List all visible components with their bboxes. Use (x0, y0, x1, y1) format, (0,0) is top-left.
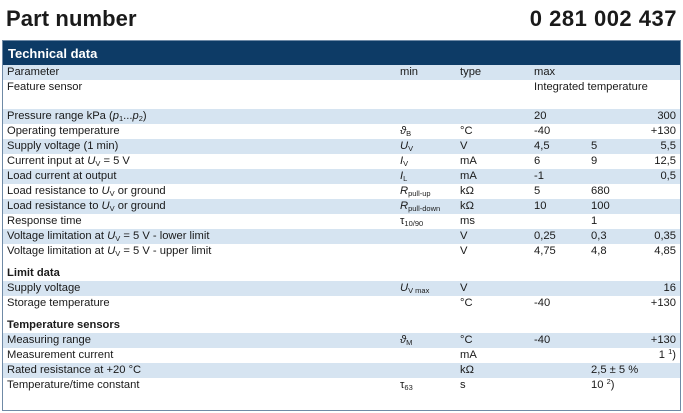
row-name: Measurement current (7, 349, 114, 361)
row-name: Voltage limitation at $U_V = 5$ V - upper limit (7, 245, 212, 258)
column-max: max (534, 66, 556, 78)
spec-table (3, 65, 680, 393)
row-unit: °C (460, 297, 473, 309)
row-name: Response time (7, 215, 82, 227)
row-max: 0,35 (654, 230, 676, 242)
row-symbol: $ϑ_M$ (400, 334, 413, 347)
row-unit: V (460, 282, 468, 294)
row-max: +130 (650, 297, 676, 309)
row-unit: V (460, 230, 468, 242)
row-max: 4,85 (654, 245, 676, 257)
row-typ: 100 (591, 200, 610, 212)
row-name: Voltage limitation at $U_V = 5$ V - lower limit (7, 230, 210, 243)
row-name: Rated resistance at +20 °C (7, 364, 142, 376)
table-row-limit-supply-voltage (3, 281, 680, 296)
row-name: Measuring range (7, 334, 91, 346)
row-min: 0,25 (534, 230, 556, 242)
row-max: 5,5 (660, 140, 676, 152)
row-unit: s (460, 379, 466, 391)
row-unit: kΩ (460, 364, 474, 376)
technical-data-sheet (2, 40, 681, 411)
column-header-row (3, 65, 680, 80)
row-max: 0,5 (660, 170, 676, 182)
row-name: Operating temperature (7, 125, 120, 137)
row-min: -1 (534, 170, 544, 182)
row-unit: kΩ (460, 185, 474, 197)
row-symbol: $\tau_{63}$ (400, 379, 413, 392)
column-type: type (460, 66, 482, 78)
row-unit: V (460, 140, 468, 152)
row-unit: ms (460, 215, 475, 227)
row-typ: 0,3 (591, 230, 607, 242)
table-row-pressure-range (3, 109, 680, 124)
row-unit: V (460, 245, 468, 257)
row-min: 5 (534, 185, 541, 197)
row-min: -40 (534, 297, 551, 309)
row-name: Feature sensor (7, 81, 83, 93)
part-number-bar (0, 0, 683, 38)
row-typ: 2,5 ± 5 % (591, 364, 639, 376)
row-max: +130 (650, 334, 676, 346)
column-parameter: Parameter (7, 66, 60, 78)
row-name: Supply voltage (7, 282, 81, 294)
row-typ: 680 (591, 185, 610, 197)
row-name: Temperature/time constant (7, 379, 140, 391)
section-spacer (3, 311, 680, 318)
row-unit: °C (460, 125, 473, 137)
row-symbol: $R_{pull-down}$ (400, 200, 441, 213)
row-symbol: $I_L$ (400, 170, 408, 183)
table-row-supply-voltage (3, 139, 680, 154)
row-name: Load resistance to $U_V$ or ground (7, 185, 166, 198)
row-name: Load current at output (7, 170, 117, 182)
table-row-current-input (3, 154, 680, 169)
table-row-voltage-limit-upper (3, 244, 680, 259)
row-symbol: $R_{pull-up}$ (400, 185, 431, 198)
row-name: Current input at $U_V = 5$ V (7, 155, 130, 168)
row-value: Integrated temperature (534, 81, 648, 93)
row-min: 4,5 (534, 140, 550, 152)
table-row-storage-temperature (3, 296, 680, 311)
row-max: 1 $^1$) (658, 347, 676, 361)
row-typ: 4,8 (591, 245, 607, 257)
row-max: 16 (663, 282, 676, 294)
row-min: -40 (534, 334, 551, 346)
row-name: Pressure range kPa $(p_1...p_2)$ (7, 110, 147, 123)
table-row-voltage-limit-lower (3, 229, 680, 244)
row-min: 20 (534, 110, 547, 122)
row-name: Supply voltage (1 min) (7, 140, 119, 152)
row-unit: mA (460, 155, 477, 167)
section-spacer (3, 259, 680, 266)
column-min: min (400, 66, 419, 78)
row-symbol: $U_{V max}$ (400, 282, 430, 295)
table-row-load-resistance-pull-up (3, 184, 680, 199)
temperature-sensors-title: Temperature sensors (7, 319, 120, 331)
table-row-operating-temperature (3, 124, 680, 139)
row-typ: 1 (591, 215, 598, 227)
part-number-value: 0 281 002 437 (529, 6, 677, 31)
row-typ: 5 (591, 140, 598, 152)
row-max: +130 (650, 125, 676, 137)
table-row-feature (3, 80, 680, 109)
limit-data-title: Limit data (7, 267, 60, 279)
temperature-sensors-heading (3, 318, 680, 333)
table-row-load-current (3, 169, 680, 184)
row-symbol: $\tau_{10/90}$ (400, 215, 424, 228)
part-number-label: Part number (6, 6, 137, 31)
table-row-measuring-range (3, 333, 680, 348)
row-unit: °C (460, 334, 473, 346)
row-unit: kΩ (460, 200, 474, 212)
table-row-time-constant (3, 378, 680, 393)
row-min: 10 (534, 200, 547, 212)
row-unit: mA (460, 349, 477, 361)
row-symbol: $ϑ_B$ (400, 125, 412, 138)
table-row-measurement-current (3, 348, 680, 363)
row-unit: mA (460, 170, 477, 182)
row-symbol: $I_V$ (400, 155, 409, 168)
row-min: -40 (534, 125, 551, 137)
technical-data-header (3, 41, 680, 65)
table-row-response-time (3, 214, 680, 229)
row-min: 4,75 (534, 245, 556, 257)
row-typ: 9 (591, 155, 598, 167)
limit-data-heading (3, 266, 680, 281)
row-max: 12,5 (654, 155, 676, 167)
table-row-rated-resistance (3, 363, 680, 378)
row-typ: 10 $^2$) (591, 377, 615, 391)
table-row-load-resistance-pull-down (3, 199, 680, 214)
technical-data-title: Technical data (8, 45, 98, 61)
row-name: Load resistance to $U_V$ or ground (7, 200, 166, 213)
row-name: Storage temperature (7, 297, 110, 309)
row-symbol: $U_V$ (400, 140, 414, 153)
row-max: 300 (657, 110, 676, 122)
row-min: 6 (534, 155, 541, 167)
